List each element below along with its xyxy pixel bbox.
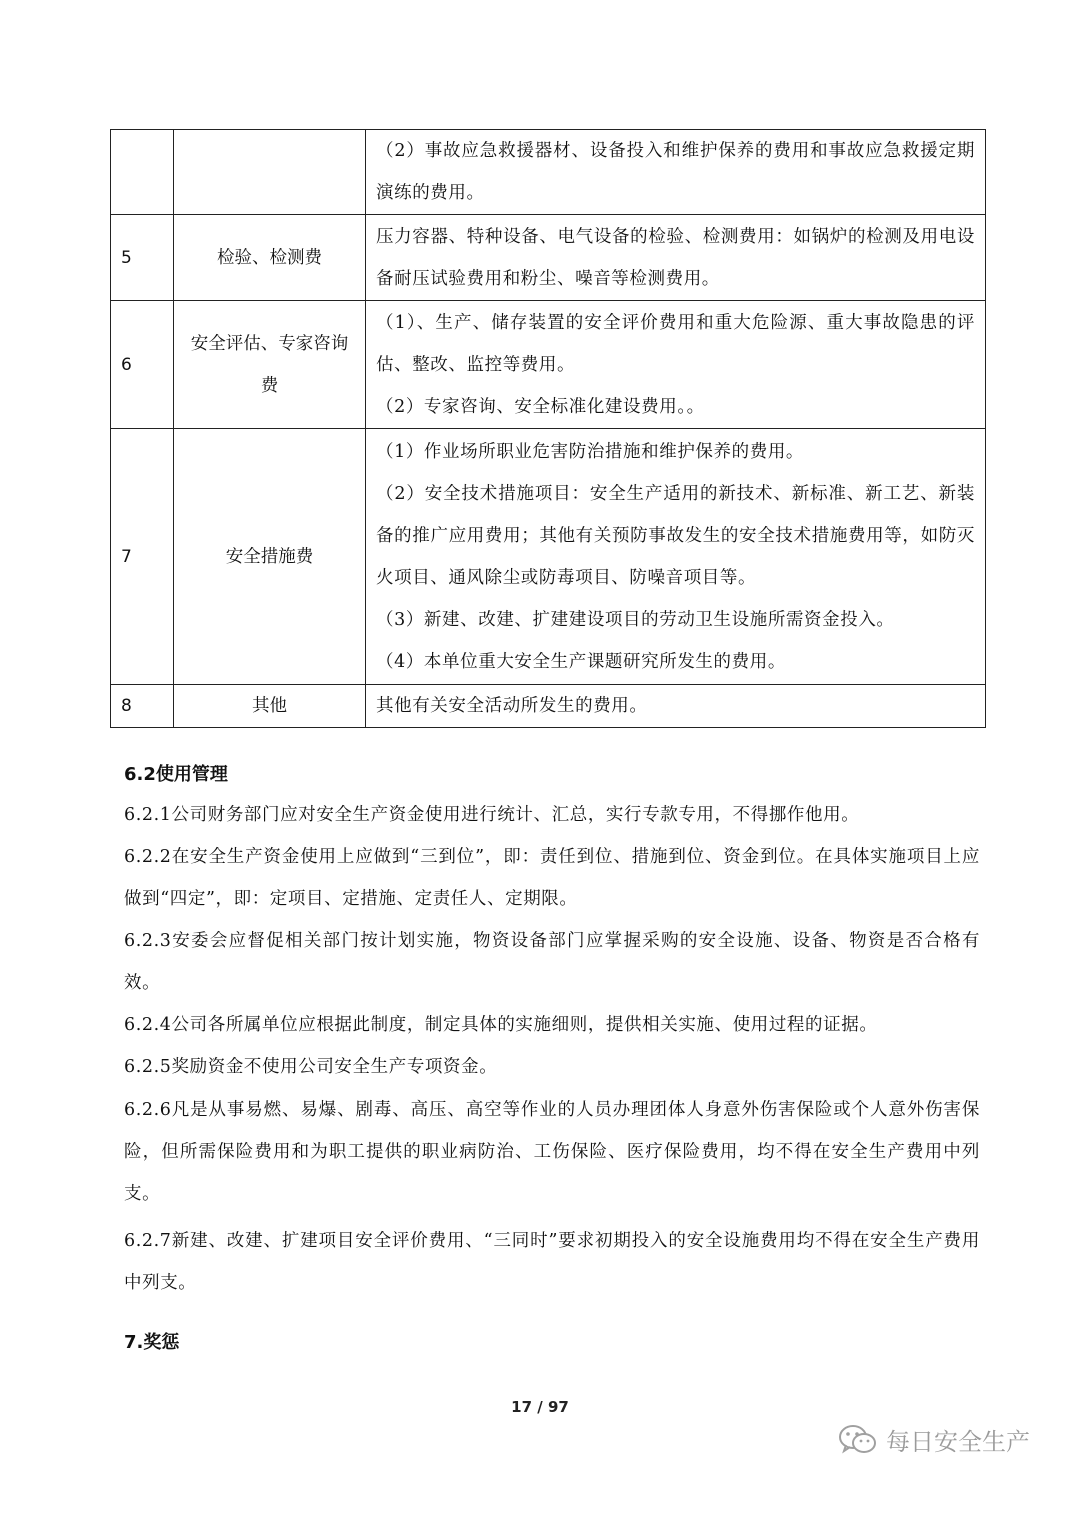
content-line: （4）本单位重大安全生产课题研究所发生的费用。 <box>376 651 786 672</box>
row-number: 5 <box>111 215 174 301</box>
watermark <box>838 1422 1030 1457</box>
watermark-text: 每日安全生产 <box>886 1428 1030 1456</box>
row-category <box>174 130 366 215</box>
paragraph-6-2-6: 6.2.6凡是从事易燃、易爆、剧毒、高压、高空等作业的人员办理团体人身意外伤害保险或个人意外伤害保险，但所需保险费用和为职工提供的职业病防治、工伤保险、医疗保险费用，均不得在安全生产费用中列支。 <box>124 1100 980 1204</box>
content-line: （1）、生产、储存装置的安全评价费用和重大危险源、重大事故隐患的评估、整改、监控等费用。 <box>376 312 975 375</box>
content-line: （2）事故应急救援器材、设备投入和维护保养的费用和事故应急救援定期演练的费用。 <box>376 141 975 203</box>
page-number: 17 / 97 <box>511 1398 569 1416</box>
row-number: 6 <box>111 301 174 429</box>
paragraph-6-2-7: 6.2.7新建、改建、扩建项目安全评价费用、“三同时”要求初期投入的安全设施费用均不得在安全生产费用中列支。 <box>124 1231 980 1293</box>
table-row <box>111 301 986 429</box>
content-line: （2）安全技术措施项目：安全生产适用的新技术、新标准、新工艺、新装备的推广应用费用；其他有关预防事故发生的安全技术措施费用等，如防灭火项目、通风除尘或防毒项目、防噪音项目等。 <box>376 483 975 588</box>
content-line: （1）作业场所职业危害防治措施和维护保养的费用。 <box>376 441 805 462</box>
row-category: 检验、检测费 <box>174 215 366 301</box>
row-number: 8 <box>111 685 174 728</box>
table-row <box>111 130 986 215</box>
row-content <box>366 130 986 215</box>
row-content <box>366 301 986 429</box>
table-row <box>111 685 986 728</box>
paragraph-6-2-5: 6.2.5奖励资金不使用公司安全生产专项资金。 <box>124 1057 498 1077</box>
paragraph-6-2-4: 6.2.4公司各所属单位应根据此制度，制定具体的实施细则，提供相关实施、使用过程的证据。 <box>124 1015 878 1035</box>
content-line: （2）专家咨询、安全标准化建设费用。。 <box>376 396 705 417</box>
row-category: 安全措施费 <box>174 429 366 685</box>
table-row <box>111 429 986 685</box>
content-line: 其他有关安全活动所发生的费用。 <box>376 696 648 716</box>
content-line: 压力容器、特种设备、电气设备的检验、检测费用：如锅炉的检测及用电设备耐压试验费用和粉尘、噪音等检测费用。 <box>376 226 975 289</box>
paragraph-6-2-2: 6.2.2在安全生产资金使用上应做到“三到位”，即：责任到位、措施到位、资金到位。在具体实施项目上应做到“四定”，即：定项目、定措施、定责任人、定期限。 <box>124 847 980 909</box>
wechat-icon <box>838 1423 878 1457</box>
row-category: 安全评估、专家咨询费 <box>174 301 366 429</box>
section-heading-7: 7.奖惩 <box>124 1332 180 1353</box>
row-number: 7 <box>111 429 174 685</box>
content-line: （3）新建、改建、扩建建设项目的劳动卫生设施所需资金投入。 <box>376 609 895 630</box>
paragraph-6-2-1: 6.2.1公司财务部门应对安全生产资金使用进行统计、汇总，实行专款专用，不得挪作他用。 <box>124 805 860 825</box>
row-content <box>366 429 986 685</box>
row-category: 其他 <box>174 685 366 728</box>
row-content <box>366 685 986 728</box>
row-number <box>111 130 174 215</box>
table-row <box>111 215 986 301</box>
row-content <box>366 215 986 301</box>
section-heading-6-2: 6.2使用管理 <box>124 764 228 785</box>
fee-table <box>110 129 986 728</box>
paragraph-6-2-3: 6.2.3安委会应督促相关部门按计划实施，物资设备部门应掌握采购的安全设施、设备、物资是否合格有效。 <box>124 931 980 993</box>
